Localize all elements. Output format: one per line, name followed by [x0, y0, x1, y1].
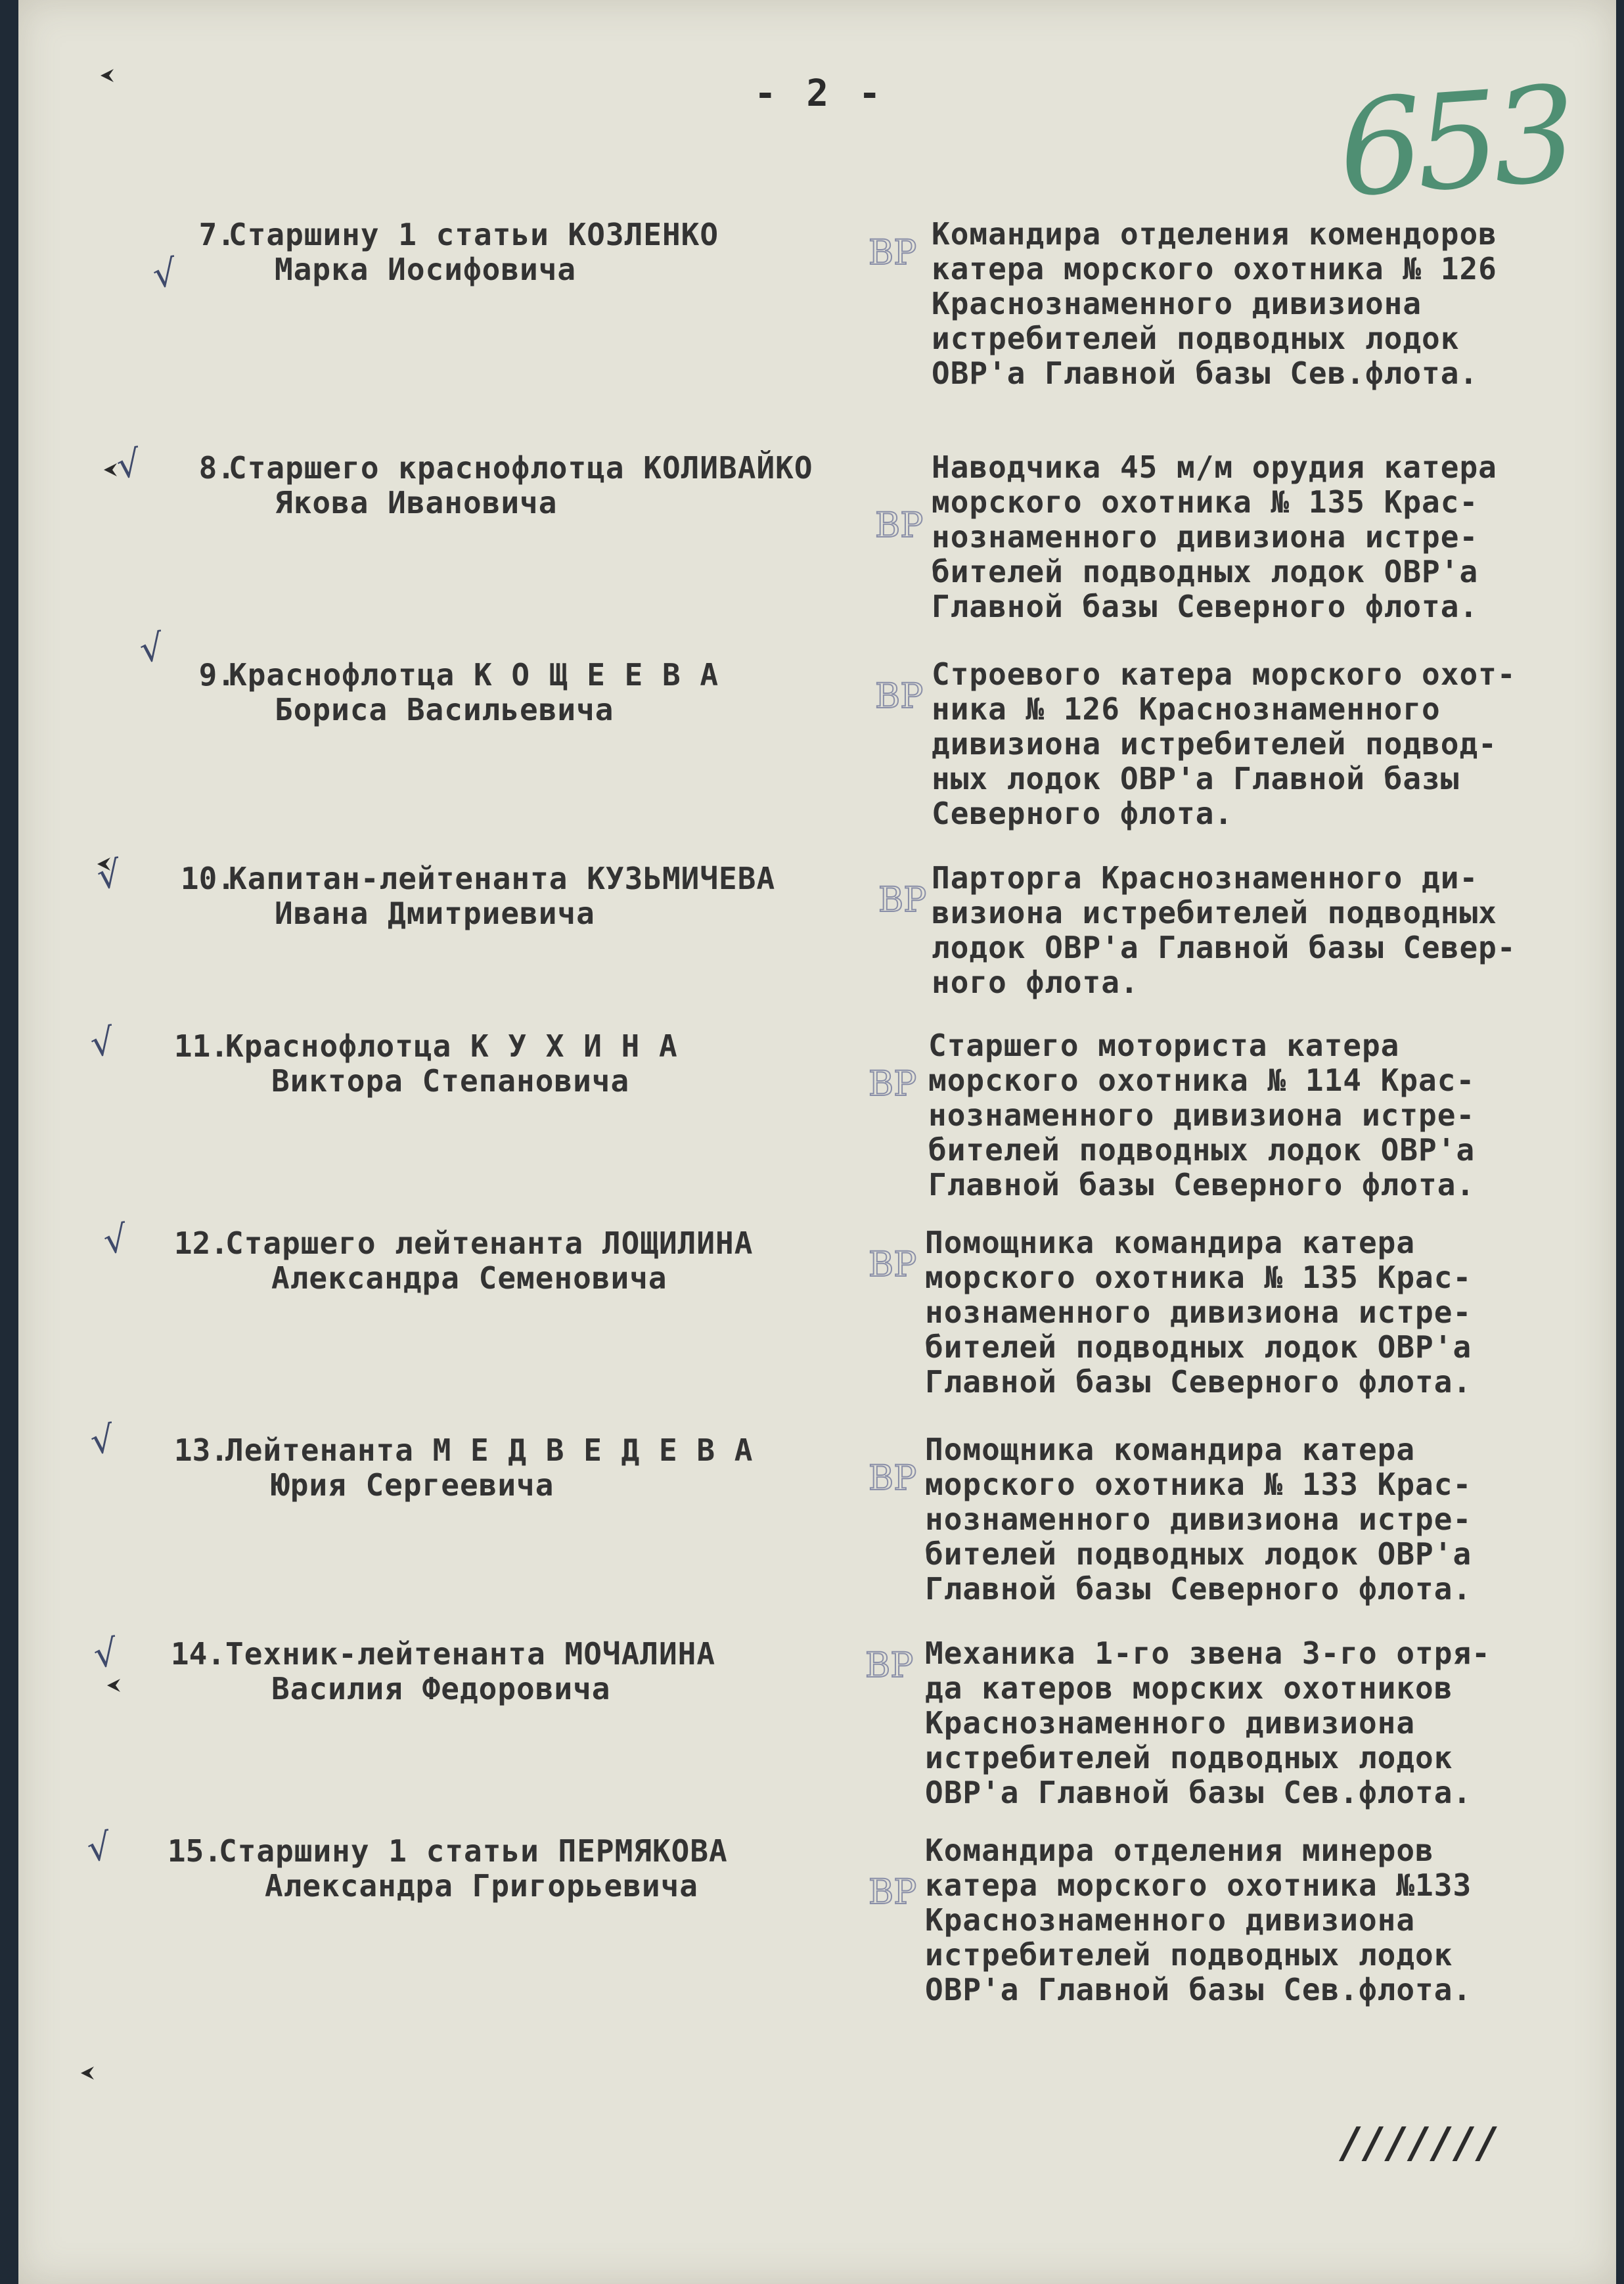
closing-slashes: /////// — [1339, 2119, 1498, 2168]
svg-text:ВР: ВР — [875, 506, 924, 545]
entry-position: Помощника командира катера морского охотника № 133 Крас- нознаменного дивизиона истре- бителей подводных лодок ОВР'а Главной базы Северного флота. — [925, 1432, 1472, 1607]
entry-position: Командира отделения минеров катера морского охотника №133 Краснознаменного дивизиона истребителей подводных лодок ОВР'а Главной базы Сев.флота. — [925, 1833, 1472, 2007]
check-mark-icon: √ — [101, 1217, 131, 1264]
check-mark-icon: √ — [137, 626, 167, 672]
svg-text:ВР: ВР — [868, 1459, 917, 1498]
entry-rank-surname: Старшину 1 статьи ПЕРМЯКОВА — [219, 1833, 728, 1869]
binder-hole-icon — [97, 66, 117, 85]
entry-number: 9. — [198, 657, 235, 693]
entry-number: 7. — [198, 217, 235, 252]
entry-given-names: Марка Иосифовича — [275, 252, 577, 287]
check-mark-icon: √ — [87, 1020, 118, 1066]
binder-hole-icon — [78, 2063, 97, 2083]
entry-rank-surname: Старшину 1 статьи КОЗЛЕНКО — [229, 217, 719, 252]
initials-stamp — [866, 1449, 918, 1508]
initials-stamp — [866, 1863, 918, 1922]
initials-stamp — [872, 496, 925, 555]
entry-position: Помощника командира катера морского охотника № 135 Крас- нознаменного дивизиона истре- бителей подводных лодок ОВР'а Главной базы Северного флота. — [925, 1225, 1472, 1400]
initials-stamp — [866, 1235, 918, 1294]
svg-text:ВР: ВР — [865, 1646, 914, 1685]
entry-number: 11. — [173, 1028, 229, 1064]
entry-rank-surname: Старшего лейтенанта ЛОЩИЛИНА — [225, 1225, 754, 1261]
entry-number: 13. — [173, 1432, 229, 1468]
folio-number-handwritten: 653 — [1334, 58, 1575, 227]
initials-stamp — [872, 667, 925, 726]
entry-given-names: Александра Григорьевича — [265, 1868, 698, 1904]
entry-position: Строевого катера морского охот- ника № 126 Краснознаменного дивизиона истребителей подвод- ных лодок ОВР'а Главной базы Северного флота. — [932, 656, 1516, 831]
entry-rank-surname: Капитан-лейтенанта КУЗЬМИЧЕВА — [229, 861, 776, 896]
check-mark-icon: √ — [150, 251, 180, 298]
entry-position: Наводчика 45 м/м орудия катера морского охотника № 135 Крас- нознаменного дивизиона истре- бителей подводных лодок ОВР'а Главной базы Северного флота. — [932, 449, 1497, 624]
svg-text:ВР: ВР — [868, 233, 917, 273]
svg-text:ВР: ВР — [878, 880, 927, 920]
entry-rank-surname: Старшего краснофлотца КОЛИВАЙКО — [229, 450, 813, 486]
check-mark-icon: √ — [91, 1631, 121, 1678]
page-number: - 2 - — [754, 72, 885, 115]
entry-rank-surname: Краснофлотца К У Х И Н А — [225, 1028, 678, 1064]
svg-text:ВР: ВР — [875, 677, 924, 716]
check-mark-icon: √ — [84, 1825, 114, 1871]
entry-rank-surname: Техник-лейтенанта МОЧАЛИНА — [225, 1636, 716, 1672]
entry-given-names: Александра Семеновича — [271, 1260, 667, 1296]
entry-number: 15. — [167, 1833, 222, 1869]
binder-hole-icon — [104, 1676, 124, 1695]
entry-position: Механика 1-го звена 3-го отря- да катеров морских охотников Краснознаменного дивизиона истребителей подводных лодок ОВР'а Главной базы Сев.флота. — [925, 1635, 1491, 1810]
entry-rank-surname: Краснофлотца К О Щ Е Е В А — [229, 657, 719, 693]
entry-given-names: Бориса Васильевича — [275, 692, 614, 727]
svg-text:ВР: ВР — [868, 1245, 917, 1285]
entry-position: Старшего моториста катера морского охотника № 114 Крас- нознаменного дивизиона истре- бителей подводных лодок ОВР'а Главной базы Северного флота. — [928, 1028, 1476, 1202]
svg-text:ВР: ВР — [868, 1873, 917, 1912]
entry-given-names: Юрия Сергеевича — [271, 1467, 554, 1503]
initials-stamp — [863, 1636, 915, 1695]
initials-stamp — [866, 1055, 918, 1114]
check-mark-icon: √ — [87, 1417, 118, 1464]
svg-text:ВР: ВР — [868, 1064, 917, 1104]
initials-stamp — [866, 223, 918, 283]
entry-given-names: Виктора Степановича — [271, 1063, 630, 1099]
entry-position: Командира отделения комендоров катера морского охотника № 126 Краснознаменного дивизиона истребителей подводных лодок ОВР'а Главной базы Сев.флота. — [932, 216, 1497, 391]
entry-number: 12. — [173, 1225, 229, 1261]
entry-number: 8. — [198, 450, 235, 486]
check-mark-icon: √ — [114, 442, 144, 488]
entry-number: 14. — [170, 1636, 225, 1672]
entry-given-names: Ивана Дмитриевича — [275, 896, 595, 931]
check-mark-icon: √ — [94, 852, 124, 899]
entry-given-names: Василия Федоровича — [271, 1671, 611, 1706]
entry-rank-surname: Лейтенанта М Е Д В Е Д Е В А — [225, 1432, 754, 1468]
entry-position: Парторга Краснознаменного ди- визиона истребителей подводных лодок ОВР'а Главной базы Север- ного флота. — [932, 860, 1516, 1000]
document-page — [18, 0, 1616, 2284]
entry-given-names: Якова Ивановича — [275, 485, 558, 520]
initials-stamp — [876, 871, 928, 930]
entry-number: 10. — [180, 861, 235, 896]
